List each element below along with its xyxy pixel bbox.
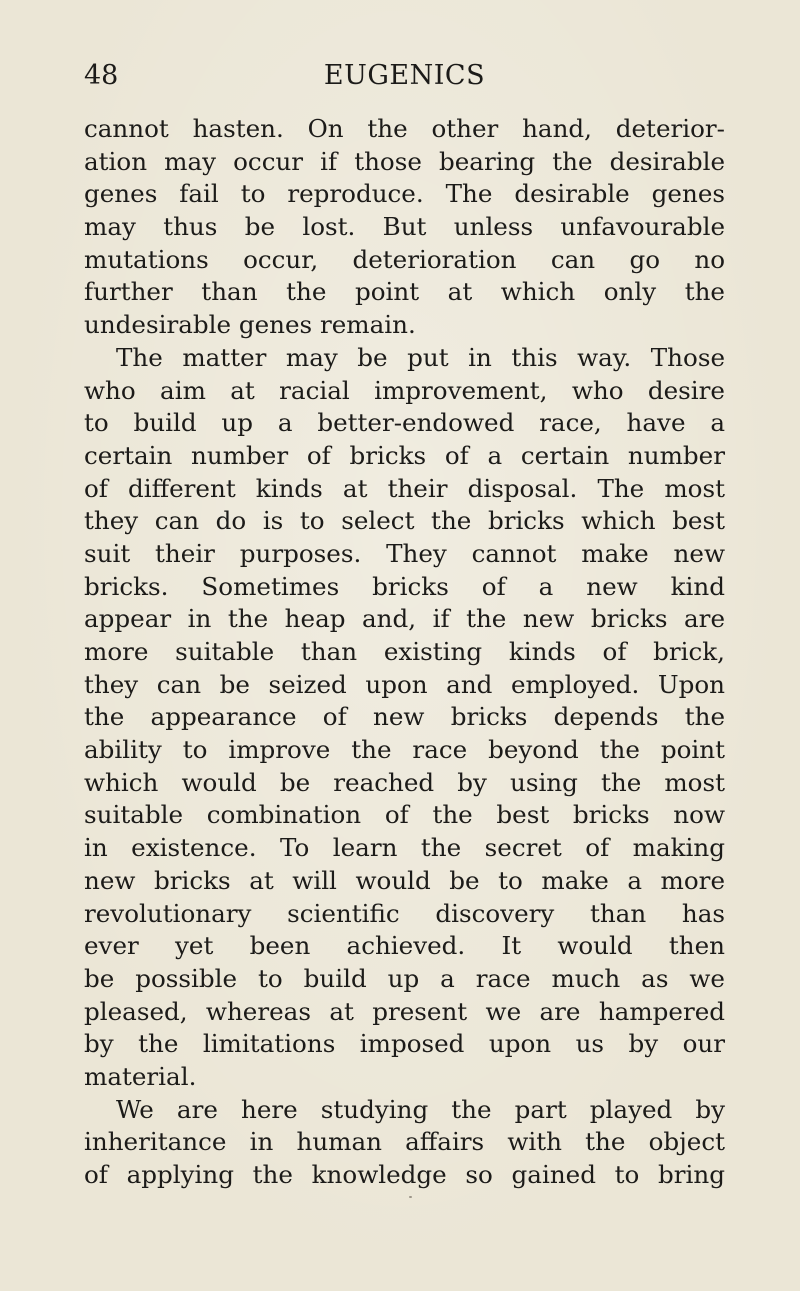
text-line: of different kinds at their disposal. The most	[84, 473, 725, 503]
body-text	[84, 113, 725, 1192]
text-line: by the limitations imposed upon us by our	[84, 1029, 725, 1059]
running-title: EUGENICS	[323, 60, 486, 91]
text-line: they can do is to select the bricks which best	[84, 506, 725, 536]
text-line: suitable combination of the best bricks now	[84, 800, 725, 830]
text-line: The matter may be put in this way. Those	[116, 342, 725, 372]
text-line: more suitable than existing kinds of brick,	[84, 637, 725, 666]
text-line: genes fail to reproduce. The desirable genes	[84, 179, 725, 209]
text-line: ability to improve the race beyond the point	[84, 735, 725, 765]
text-line: ever yet been achieved. It would then	[84, 931, 725, 961]
text-line: material.	[84, 1061, 197, 1091]
text-line: mutations occur, deterioration can go no	[84, 244, 725, 274]
text-line: in existence. To learn the secret of making	[84, 833, 725, 863]
text-line: of applying the knowledge so gained to bring	[84, 1160, 725, 1189]
text-line: revolutionary scientific discovery than has	[84, 898, 725, 928]
text-line: which would be reached by using the most	[84, 767, 725, 797]
text-line: appear in the heap and, if the new bricks are	[84, 604, 725, 634]
text-line: cannot hasten. On the other hand, deterior-	[84, 114, 725, 143]
text-line: ation may occur if those bearing the desirable	[84, 146, 725, 176]
text-line: to build up a better-endowed race, have a	[84, 408, 725, 438]
paragraph-3	[84, 1094, 725, 1192]
page-number: 48	[84, 60, 119, 91]
text-line: who aim at racial improvement, who desire	[84, 375, 725, 405]
running-header	[84, 54, 725, 98]
text-line: they can be seized upon and employed. Upon	[84, 669, 725, 699]
text-line: certain number of bricks of a certain number	[84, 440, 725, 470]
text-line: undesirable genes remain.	[84, 310, 416, 340]
paragraph-1	[84, 113, 725, 342]
text-line: the appearance of new bricks depends the	[84, 702, 725, 732]
text-line: inheritance in human affairs with the object	[84, 1127, 725, 1157]
text-line: pleased, whereas at present we are hampered	[84, 996, 725, 1026]
text-line: new bricks at will would be to make a more	[84, 865, 725, 895]
paragraph-2	[84, 342, 725, 1094]
text-line: bricks. Sometimes bricks of a new kind	[84, 571, 725, 601]
text-line: may thus be lost. But unless unfavourable	[84, 212, 725, 242]
text-line: be possible to build up a race much as we	[84, 963, 725, 993]
text-line: We are here studying the part played by	[116, 1094, 725, 1124]
text-line: further than the point at which only the	[84, 277, 725, 307]
paper-speck	[409, 1196, 412, 1198]
text-line: suit their purposes. They cannot make new	[84, 538, 725, 568]
